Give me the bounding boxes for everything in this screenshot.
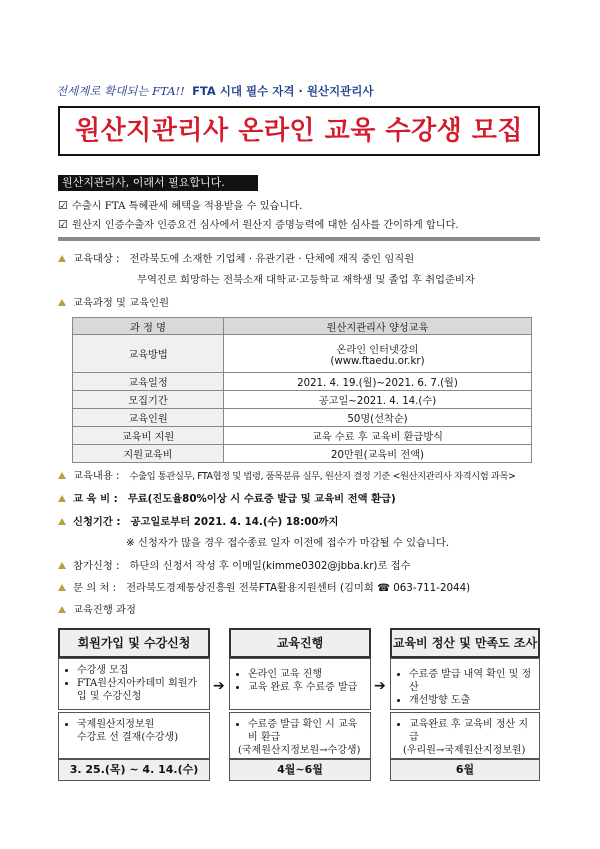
tagline-main: FTA 시대 필수 자격 · 원산지관리사 [192, 84, 374, 98]
row-key: 교육일정 [73, 373, 224, 391]
content-section [58, 467, 515, 482]
course-table [72, 317, 532, 463]
triangle-bullet-icon [58, 495, 66, 502]
contact-section [58, 579, 470, 594]
table-head-key: 과 정 명 [73, 318, 224, 335]
flow-step-3-title: 교육비 정산 및 만족도 조사 [390, 628, 540, 658]
list-item: • 수강생 모집 [77, 664, 203, 677]
list-item: • 교육완료 후 교육비 정산 지급 [409, 718, 533, 744]
need-header: 원산지관리사, 이래서 필요합니다. [58, 175, 258, 191]
list-item: • FTA원산지아카데미 회원가입 및 수강신청 [77, 677, 203, 703]
target-line-2: 무역진로 희망하는 전북소재 대학교·고등학교 재학생 및 졸업 후 취업준비자 [137, 274, 475, 286]
list-sub: 수강료 선 결재(수강생) [77, 732, 179, 743]
list-sub: (국제원산지정보원→수강생) [238, 745, 361, 756]
triangle-bullet-icon [58, 584, 66, 591]
check-item-2 [58, 216, 459, 231]
triangle-bullet-icon [58, 255, 66, 262]
target-line-1: 전라북도에 소재한 기업체 · 유관기관 · 단체에 재직 중인 임직원 [129, 253, 415, 265]
row-value-line-2: (www.ftaedu.or.kr) [330, 355, 425, 367]
apply-section [58, 513, 338, 528]
row-key: 교육방법 [73, 335, 224, 373]
table-row [73, 373, 532, 391]
process-section [58, 601, 136, 616]
fee-value: 무료(진도율80%이상 시 수료증 발급 및 교육비 전액 환급) [127, 493, 396, 505]
table-row [73, 409, 532, 427]
apply-value: 공고일로부터 2021. 4. 14.(수) 18:00까지 [130, 516, 339, 528]
row-value: 50명(선착순) [224, 409, 532, 427]
list-item: • 온라인 교육 진행 [248, 668, 364, 681]
fee-label: 교 육 비 : [73, 493, 118, 505]
list-item: • 수료증 발급 내역 확인 및 정산 [409, 668, 533, 694]
check-text-2: 원산지 인증수출자 인증요건 심사에서 원산지 증명능력에 대한 심사를 간이하게 합니다. [72, 220, 459, 231]
course-section [58, 294, 169, 309]
contact-value: 전라북도경제통상진흥원 전북FTA활용지원센터 (김미희 [126, 582, 374, 594]
row-key: 교육비 지원 [73, 427, 224, 445]
target-label: 교육대상 : [73, 253, 120, 265]
table-head-value: 원산지관리사 양성교육 [224, 318, 532, 335]
phone-icon: ☎ [377, 582, 390, 594]
list-item: • 국제원산지정보원 [77, 718, 203, 731]
table-row [73, 427, 532, 445]
flow-step-2-title: 교육진행 [229, 628, 371, 658]
table-row [73, 391, 532, 409]
row-value [224, 335, 532, 373]
table-header-row [73, 318, 532, 335]
triangle-bullet-icon [58, 518, 66, 525]
content-value: 수출입 통관실무, FTA협정 및 법령, 품목분류 실무, 원산지 결정 기준 <원산지관리사 자격시험 과목> [129, 471, 516, 482]
flow-step-1-box-2 [58, 712, 210, 759]
content-label: 교육내용 : [73, 470, 120, 482]
row-key: 교육인원 [73, 409, 224, 427]
tagline [56, 83, 373, 99]
flow-step-2-box-1 [229, 658, 371, 710]
check-text-1: 수출시 FTA 특혜관세 혜택을 적용받을 수 있습니다. [72, 201, 303, 212]
row-key: 모집기간 [73, 391, 224, 409]
method-value: 하단의 신청서 작성 후 이메일(kimme0302@jbba.kr)로 접수 [129, 560, 411, 572]
list-sub: (우리원→국제원산지정보원) [403, 745, 526, 756]
triangle-bullet-icon [58, 299, 66, 306]
course-header: 교육과정 및 교육인원 [73, 297, 170, 309]
flow-step-3-box-2 [390, 712, 540, 759]
checkbox-icon: ☑ [58, 218, 68, 231]
fee-section [58, 490, 396, 505]
process-header: 교육진행 과정 [73, 604, 136, 616]
triangle-bullet-icon [58, 562, 66, 569]
row-value: 공고일~2021. 4. 14.(수) [224, 391, 532, 409]
contact-phone: 063-711-2044) [393, 582, 471, 594]
table-row [73, 335, 532, 373]
target-section [58, 250, 414, 265]
flow-step-3-date: 6월 [390, 759, 540, 781]
page-title: 원산지관리사 온라인 교육 수강생 모집 [58, 106, 540, 156]
triangle-bullet-icon [58, 606, 66, 613]
checkbox-icon: ☑ [58, 199, 68, 212]
row-value: 20만원(교육비 전액) [224, 445, 532, 463]
method-label: 참가신청 : [73, 560, 120, 572]
list-item: • 교육 완료 후 수료증 발급 [248, 681, 364, 694]
tagline-prefix: 전세계로 확대되는 FTA!! [56, 84, 185, 98]
list-item: • 개선방향 도출 [409, 694, 533, 707]
flow-step-3-box-1 [390, 658, 540, 710]
apply-label: 신청기간 : [73, 516, 121, 528]
method-section [58, 557, 411, 572]
flow-step-2-box-2 [229, 712, 371, 759]
flow-step-1-box-1 [58, 658, 210, 710]
arrow-right-icon: ➔ [213, 678, 225, 694]
check-item-1 [58, 197, 302, 212]
flow-step-1-date: 3. 25.(목) ~ 4. 14.(수) [58, 759, 210, 781]
row-value: 교육 수료 후 교육비 환급방식 [224, 427, 532, 445]
triangle-bullet-icon [58, 472, 66, 479]
apply-note: ※ 신청자가 많을 경우 접수종료 일자 이전에 접수가 마감될 수 있습니다. [126, 537, 450, 549]
arrow-right-icon: ➔ [374, 678, 386, 694]
table-row [73, 445, 532, 463]
list-item: • 수료증 발급 확인 시 교육비 환급 [248, 718, 364, 744]
divider [58, 237, 540, 241]
flow-step-1-title: 회원가입 및 수강신청 [58, 628, 210, 658]
row-value: 2021. 4. 19.(월)~2021. 6. 7.(월) [224, 373, 532, 391]
flow-step-2-date: 4월~6월 [229, 759, 371, 781]
row-key: 지원교육비 [73, 445, 224, 463]
contact-label: 문 의 처 : [73, 582, 117, 594]
row-value-line-1: 온라인 인터넷강의 [336, 344, 419, 356]
